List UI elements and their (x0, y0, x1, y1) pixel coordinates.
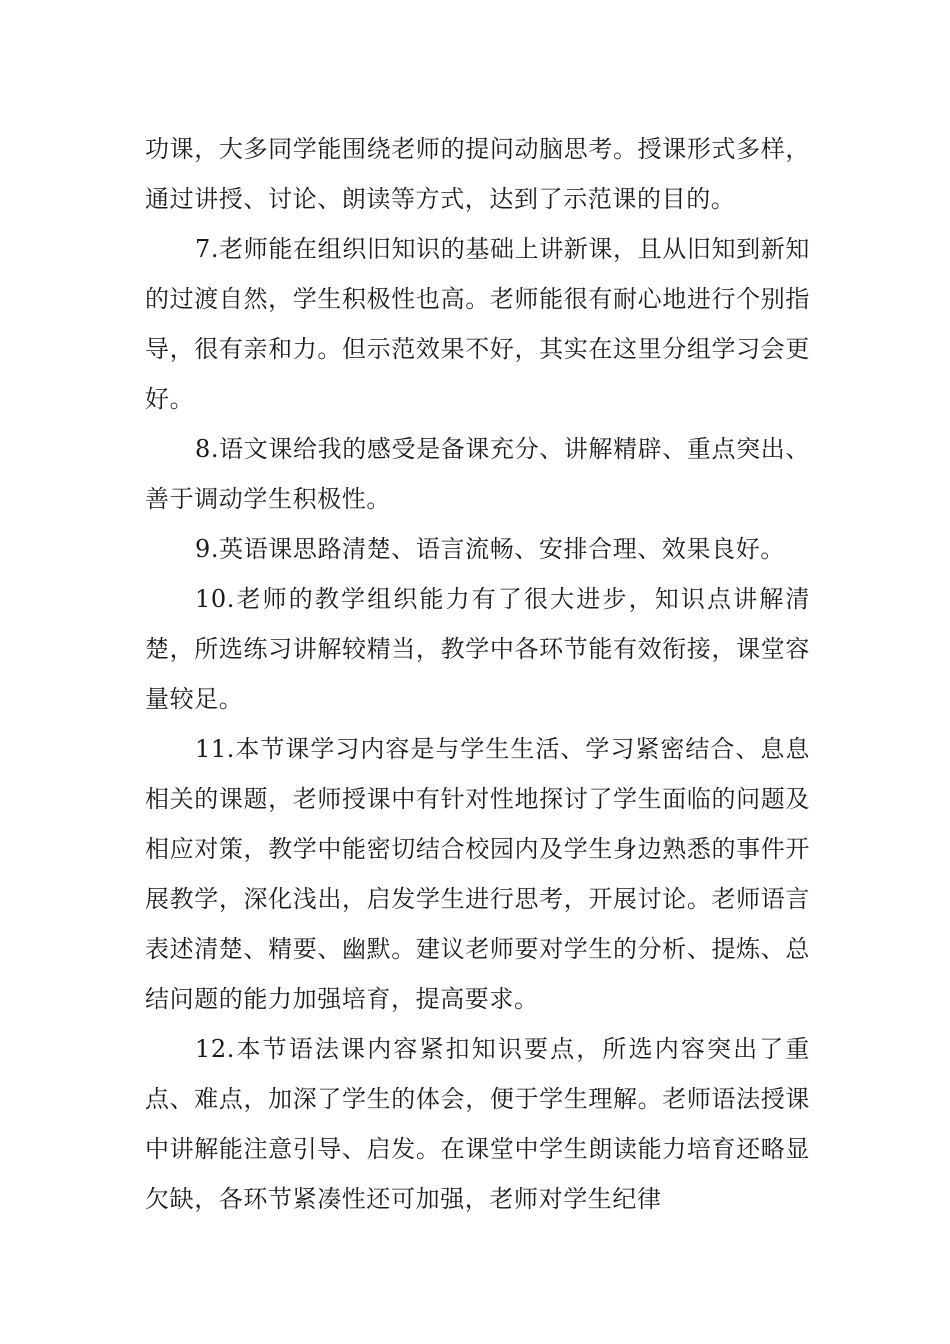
paragraph-item-12: 12.本节语法课内容紧扣知识要点，所选内容突出了重点、难点，加深了学生的体会，便于学生理解。老师语法授课中讲解能注意引导、启发。在课堂中学生朗读能力培育还略显欠缺，各环节紧凑性还可加强，老师对学生纪律 (145, 1035, 810, 1213)
document-body (145, 124, 810, 1224)
paragraph-item-11: 11.本节课学习内容是与学生生活、学习紧密结合、息息相关的课题，老师授课中有针对性地探讨了学生面临的问题及相应对策，教学中能密切结合校园内及学生身边熟悉的事件开展教学，深化浅出，启发学生进行思考，开展讨论。老师语言表述清楚、精要、幽默。建议老师要对学生的分析、提炼、总结问题的能力加强培育，提高要求。 (145, 735, 810, 1013)
paragraph-continuation: 功课，大多同学能围绕老师的提问动脑思考。授课形式多样，通过讲授、讨论、朗读等方式，达到了示范课的目的。 (145, 135, 810, 213)
paragraph-item-7: 7.老师能在组织旧知识的基础上讲新课，且从旧知到新知的过渡自然，学生积极性也高。老师能很有耐心地进行个别指导，很有亲和力。但示范效果不好，其实在这里分组学习会更好。 (145, 235, 810, 413)
paragraph-item-10: 10.老师的教学组织能力有了很大进步，知识点讲解清楚，所选练习讲解较精当，教学中各环节能有效衔接，课堂容量较足。 (145, 585, 810, 713)
paragraph-item-9: 9.英语课思路清楚、语言流畅、安排合理、效果良好。 (195, 535, 785, 563)
paragraph-item-8: 8.语文课给我的感受是备课充分、讲解精辟、重点突出、善于调动学生积极性。 (145, 435, 810, 513)
